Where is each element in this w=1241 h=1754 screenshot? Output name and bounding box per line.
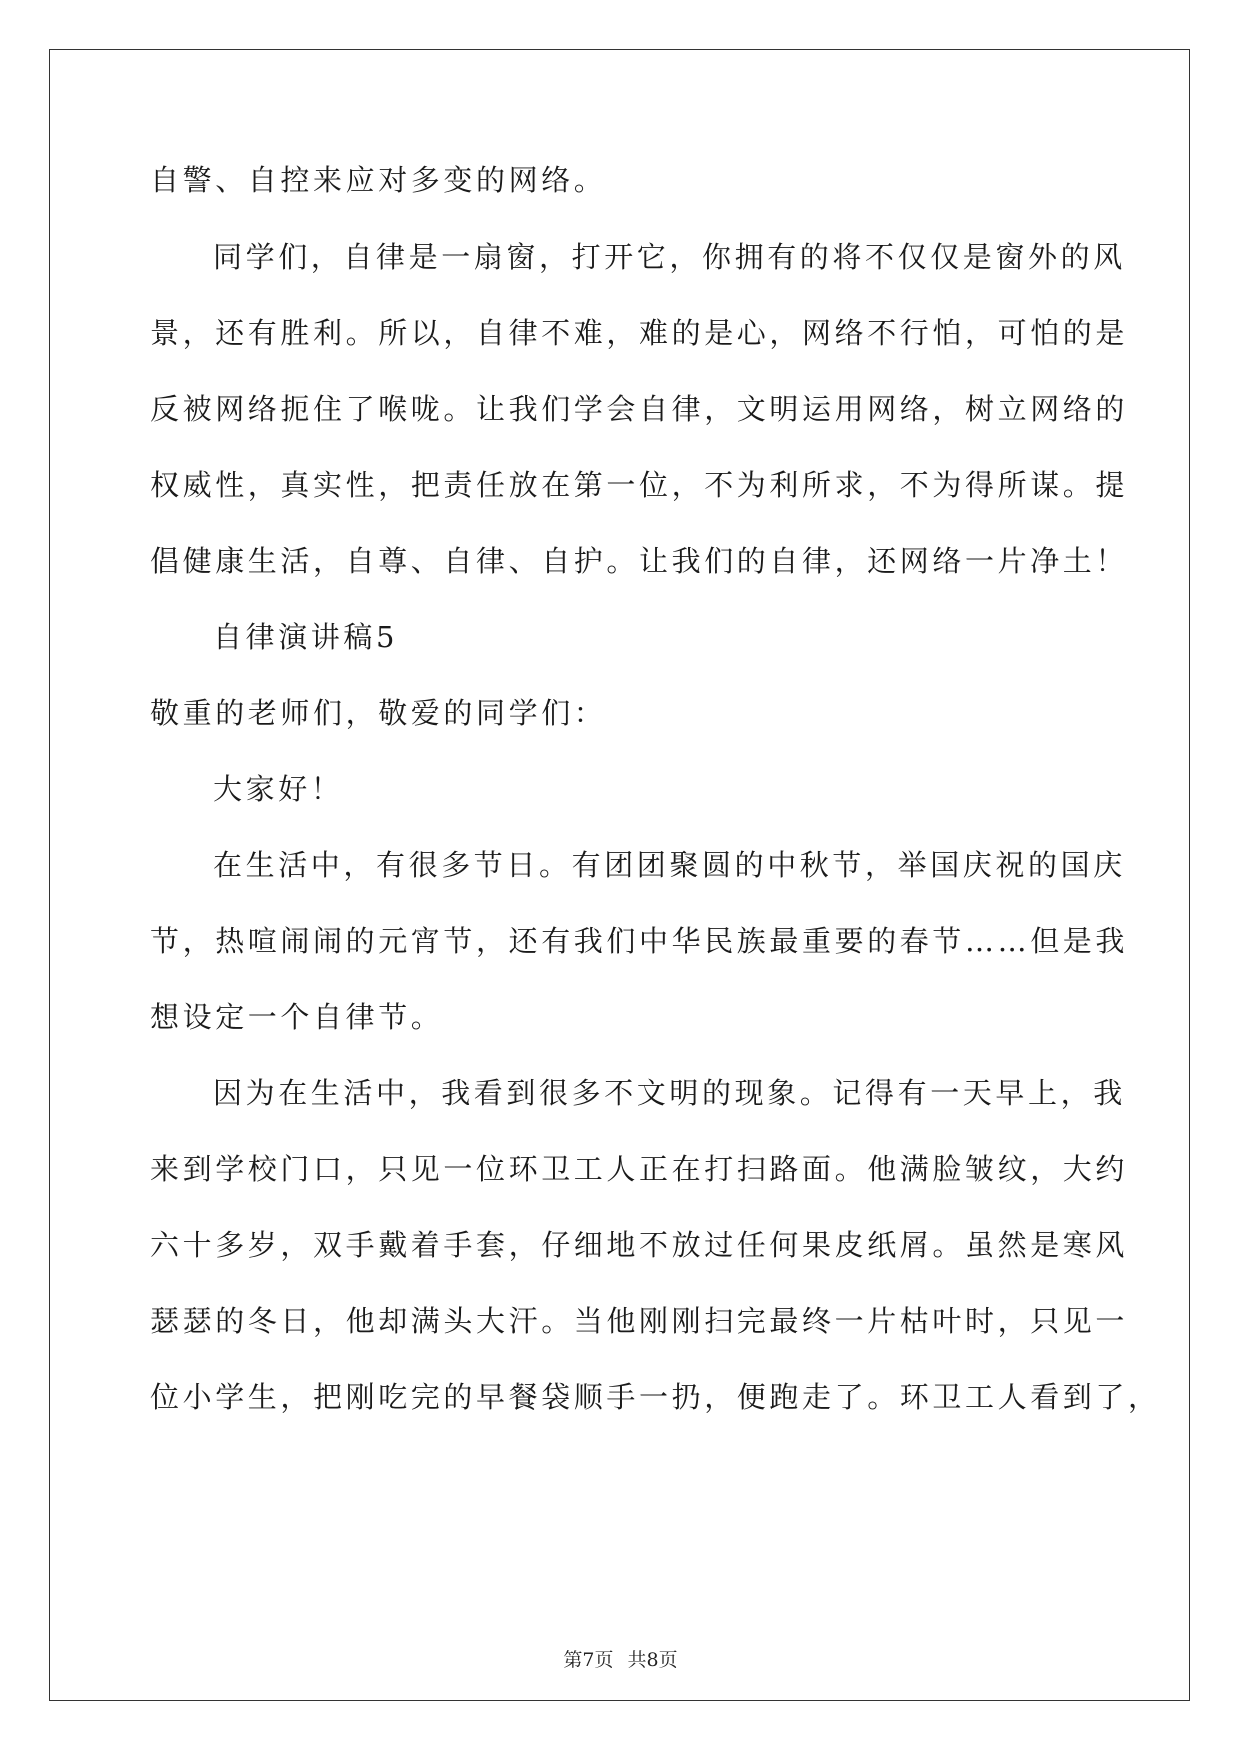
section-heading: 自律演讲稿5: [213, 620, 399, 654]
text-line: 景，还有胜利。所以，自律不难，难的是心，网络不行怕，可怕的是: [150, 316, 1129, 350]
text-line: 六十多岁，双手戴着手套，仔细地不放过任何果皮纸屑。虽然是寒风: [150, 1228, 1129, 1262]
text-line: 自警、自控来应对多变的网络。: [150, 163, 607, 197]
page-footer: [0, 1645, 1241, 1672]
text-line: 想设定一个自律节。: [150, 1000, 444, 1034]
paragraph-line: 在生活中，有很多节日。有团团聚圆的中秋节，举国庆祝的国庆: [213, 848, 1126, 882]
text-line: 节，热喧闹闹的元宵节，还有我们中华民族最重要的春节……但是我: [150, 924, 1129, 958]
greeting: 大家好！: [213, 772, 344, 806]
text-line: 权威性，真实性，把责任放在第一位，不为利所求，不为得所谋。提: [150, 468, 1129, 502]
text-line: 反被网络扼住了喉咙。让我们学会自律，文明运用网络，树立网络的: [150, 392, 1129, 426]
text-line: 倡健康生活，自尊、自律、自护。让我们的自律，还网络一片净土！: [150, 544, 1129, 578]
text-line: 来到学校门口，只见一位环卫工人正在打扫路面。他满脸皱纹，大约: [150, 1152, 1129, 1186]
paragraph-line: 因为在生活中，我看到很多不文明的现象。记得有一天早上，我: [213, 1076, 1126, 1110]
text-line: 位小学生，把刚吃完的早餐袋顺手一扔，便跑走了。环卫工人看到了，: [150, 1380, 1161, 1414]
page-total: 共8页: [627, 1649, 678, 1671]
salutation: 敬重的老师们，敬爱的同学们：: [150, 696, 607, 730]
page-number: 第7页: [563, 1649, 614, 1671]
text-line: 瑟瑟的冬日，他却满头大汗。当他刚刚扫完最终一片枯叶时，只见一: [150, 1304, 1129, 1338]
paragraph-line: 同学们，自律是一扇窗，打开它，你拥有的将不仅仅是窗外的风: [213, 240, 1126, 274]
